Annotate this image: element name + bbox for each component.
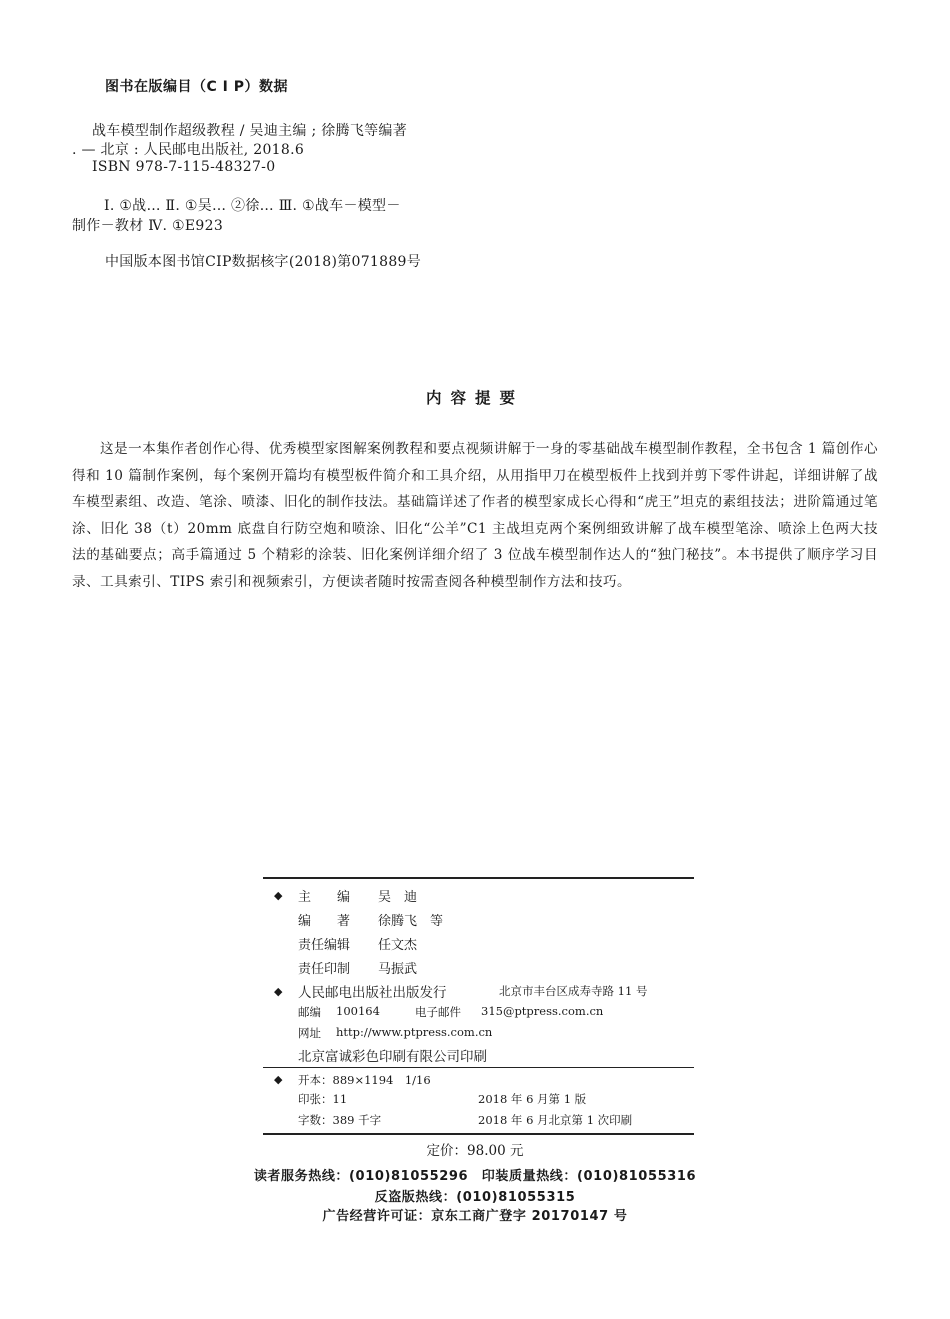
postcode-label: 邮编: [298, 1005, 321, 1019]
colophon-mid-rule: [263, 1067, 694, 1068]
responsible-editor-label: 责任编辑: [298, 938, 351, 953]
email-label: 电子邮件: [415, 1005, 461, 1019]
responsible-printing-label: 责任印制: [298, 962, 351, 977]
service-hotlines: 读者服务热线：(010)81055296 印装质量热线：(010)81055316: [253, 1169, 697, 1184]
summary-body: 这是一本集作者创作心得、优秀模型家图解案例教程和要点视频讲解于一身的零基础战车模型制作教程，全书包含 1 篇创作心得和 10 篇制作案例，每个案例开篇均有模型板件简介和工具介绍，从用指甲刀在模型板件上找到并剪下零件讲起，详细讲解了战车模型素组、改造、笔涂、喷漆、旧化的制作技法。基础篇详述了作者的模型家成长心得和“虎王”坦克的素组技法；进阶篇通过笔涂、旧化 38（t）20mm 底盘自行防空炮和喷涂、旧化“公羊”C1 主战坦克两个案例细致讲解了战车模型笔涂、喷涂上色两大技法的基础要点；高手篇通过 5 个精彩的涂装、旧化案例详细介绍了 3 位战车模型制作达人的“独门秘技”。本书提供了顺序学习目录、工具索引、TIPS 索引和视频索引，方便读者随时按需查阅各种模型制作方法和技巧。: [72, 441, 878, 590]
colophon-top-rule: [263, 877, 694, 879]
postcode-value: 100164: [336, 1004, 380, 1018]
bullet-icon: ◆: [274, 889, 283, 902]
publisher-address: 北京市丰台区成寿寺路 11 号: [499, 984, 648, 998]
publisher-name: 人民邮电出版社出版发行: [298, 985, 447, 1001]
cip-record-number: 中国版本图书馆CIP数据核字(2018)第071889号: [105, 254, 422, 270]
cip-heading: 图书在版编目（C I P）数据: [105, 79, 288, 95]
cip-publisher-line: . — 北京 : 人民邮电出版社, 2018.6: [72, 142, 305, 158]
editor-name: 吴 迪: [378, 890, 418, 905]
format-info: 开本：889×1194 1/16: [298, 1073, 431, 1087]
printing-info: 2018 年 6 月北京第 1 次印刷: [478, 1113, 633, 1127]
author-label: 编 著: [298, 914, 351, 929]
editor-label: 主 编: [298, 890, 351, 905]
edition-info: 2018 年 6 月第 1 版: [478, 1092, 587, 1106]
summary-title: 内容提要: [425, 389, 524, 407]
bullet-icon: ◆: [274, 1073, 283, 1086]
website-value: http://www.ptpress.com.cn: [336, 1025, 493, 1039]
ad-license: 广告经营许可证：京东工商广登字 20170147 号: [322, 1209, 628, 1224]
responsible-editor-name: 任文杰: [378, 938, 418, 953]
anti-piracy-hotline: 反盗版热线：(010)81055315: [374, 1190, 576, 1205]
printer-name: 北京富诚彩色印刷有限公司印刷: [298, 1049, 487, 1065]
sheets-info: 印张：11: [298, 1092, 348, 1106]
cip-classification-line-2: 制作－教材 Ⅳ. ①E923: [72, 218, 224, 234]
colophon-bottom-rule: [263, 1133, 694, 1135]
cip-title-line: 战车模型制作超级教程 / 吴迪主编 ; 徐腾飞等编著: [92, 123, 408, 139]
author-name: 徐腾飞 等: [378, 914, 444, 929]
cip-classification-line: Ⅰ. ①战… Ⅱ. ①吴… ②徐… Ⅲ. ①战车－模型－: [104, 198, 401, 214]
price: 定价：98.00 元: [426, 1143, 524, 1159]
email-value: 315@ptpress.com.cn: [481, 1004, 604, 1018]
responsible-printing-name: 马振武: [378, 962, 418, 977]
bullet-icon: ◆: [274, 985, 283, 998]
website-label: 网址: [298, 1026, 321, 1040]
cip-isbn-line: ISBN 978-7-115-48327-0: [92, 159, 276, 175]
word-count-info: 字数：389 千字: [298, 1113, 382, 1127]
